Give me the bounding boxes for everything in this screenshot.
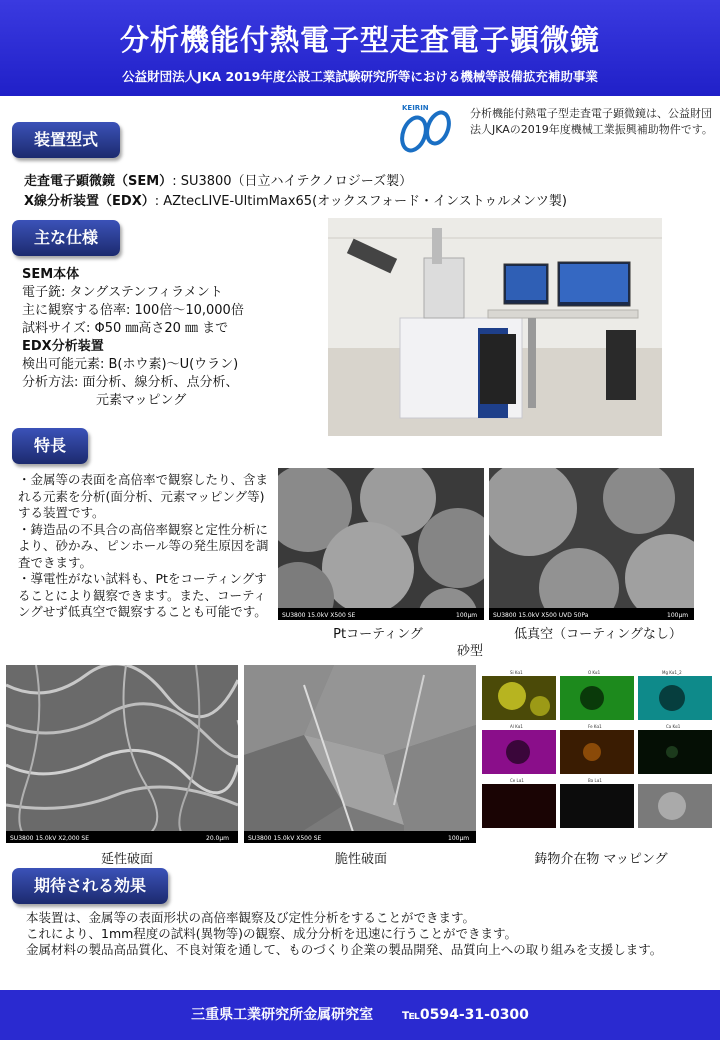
spec-line: 検出可能元素: B(ホウ素)〜U(ウラン)	[22, 357, 239, 372]
feature-item: ・金属等の表面を高倍率で観察したり、含まれる元素を分析(面分析、元素マッピング等)する装置です。	[18, 472, 269, 520]
map-cell-ce	[482, 778, 556, 828]
svg-text:Al Kα1: Al Kα1	[510, 724, 523, 729]
svg-text:Ca Kα1: Ca Kα1	[666, 724, 681, 729]
page-title: 分析機能付熱電子型走査電子顕微鏡	[119, 23, 600, 57]
keirin-logo	[392, 102, 462, 156]
caption-mapping: 鋳物介在物 マッピング	[534, 852, 668, 867]
effects-text	[26, 910, 716, 958]
edx-mapping-grid	[482, 668, 712, 842]
caption-pt-coating: Ptコーティング	[333, 627, 423, 642]
caption-sand-mold: 砂型	[456, 644, 483, 659]
map-cell-si	[482, 670, 556, 720]
model-sem-value: : SU3800（日立ハイテクノロジーズ製）	[172, 174, 413, 189]
svg-text:Ba Lα1: Ba Lα1	[588, 778, 602, 783]
spec-line: 主に観察する倍率: 100倍〜10,000倍	[22, 303, 244, 318]
model-sem-label: 走査電子顕微鏡（SEM）	[24, 174, 173, 189]
sem-image-low-vacuum	[489, 468, 694, 620]
spec-edx-head: EDX分析装置	[22, 339, 104, 354]
model-edx-label: X線分析装置（EDX）	[24, 194, 155, 209]
map-cell-fe	[560, 724, 634, 774]
feature-item: ・鋳造品の不具合の高倍率観察と定性分析により、砂かみ、ピンホール等の発生原因を調査できます。	[18, 521, 269, 570]
svg-text:Fe Kα1: Fe Kα1	[588, 724, 602, 729]
svg-text:Si Kα1: Si Kα1	[510, 670, 523, 675]
feature-list	[18, 472, 272, 621]
caption-ductile: 延性破面	[100, 852, 153, 867]
map-cell-sem	[638, 784, 712, 828]
footer-organization: 三重県工業研究所金属研究室	[191, 1007, 374, 1023]
brittle-image-databar: SU3800 15.0kV X500 SE	[248, 835, 322, 842]
map-cell-ba	[560, 778, 634, 828]
sem-image-ductile	[6, 665, 238, 843]
spec-sem-head: SEM本体	[22, 267, 80, 282]
spec-line: 分析方法: 面分析、線分析、点分析、	[22, 375, 239, 390]
pt-image-scale: 100μm	[456, 612, 478, 619]
lv-image-databar: SU3800 15.0kV X500 UVD 50Pa	[493, 612, 589, 619]
spec-line: 試料サイズ: Φ50 ㎜高さ20 ㎜ まで	[22, 321, 229, 336]
map-cell-mg	[638, 670, 712, 720]
map-cell-o	[560, 670, 634, 720]
footer-phone: ℡0594-31-0300	[401, 1007, 529, 1023]
section-badge-features: 特長	[12, 428, 88, 464]
spec-line: 電子銃: タングステンフィラメント	[22, 285, 223, 300]
feature-item: ・導電性がない試料も、Ptをコーティングすることにより観察できます。また、コーティングせず低真空で観察することも可能です。	[18, 571, 267, 619]
section-badge-specs: 主な仕様	[12, 220, 120, 256]
svg-text:O Kα1: O Kα1	[588, 670, 601, 675]
lv-image-scale: 100μm	[667, 612, 689, 619]
sem-image-pt-coating	[278, 468, 484, 620]
ductile-image-scale: 20.0μm	[206, 835, 230, 842]
sem-image-brittle	[244, 665, 476, 843]
caption-brittle: 脆性破面	[334, 852, 387, 867]
keirin-logo-text: KEIRIN	[402, 104, 429, 112]
map-cell-ca	[638, 724, 712, 774]
equipment-photo	[328, 218, 662, 436]
caption-low-vacuum: 低真空（コーティングなし）	[514, 627, 682, 642]
page-subtitle: 公益財団法人JKA 2019年度公設工業試験研究所等における機械等設備拡充補助事業	[122, 69, 598, 84]
main-specs	[22, 266, 322, 410]
jka-note: 分析機能付熱電子型走査電子顕微鏡は、公益財団法人JKAの2019年度機械工業振興補助物件です。	[470, 107, 713, 136]
model-edx-value: : AZtecLIVE-UltimMax65(オックスフォード・インストゥルメンツ製)	[154, 194, 567, 209]
brittle-image-scale: 100μm	[448, 835, 470, 842]
model-edx	[24, 190, 567, 209]
pt-image-databar: SU3800 15.0kV X500 SE	[282, 612, 356, 619]
svg-text:Mg Kα1_2: Mg Kα1_2	[662, 670, 682, 675]
spec-line: 元素マッピング	[96, 393, 187, 408]
svg-text:Ce Lα1: Ce Lα1	[510, 778, 524, 783]
map-cell-al	[482, 724, 556, 774]
footer-bar	[0, 990, 720, 1040]
ductile-image-databar: SU3800 15.0kV X2,000 SE	[10, 835, 90, 842]
section-badge-effects: 期待される効果	[12, 868, 168, 904]
model-sem	[24, 170, 412, 189]
effects-line: 金属材料の製品高品質化、不良対策を通して、ものづくり企業の製品開発、品質向上への取り組みを支援します。	[26, 942, 663, 957]
header-banner	[0, 0, 720, 96]
section-badge-model: 装置型式	[12, 122, 120, 158]
effects-line: 本装置は、金属等の表面形状の高倍率観察及び定性分析をすることができます。	[26, 910, 476, 925]
effects-line: これにより、1mm程度の試料(異物等)の観察、成分分析を迅速に行うことができます。	[26, 926, 518, 941]
